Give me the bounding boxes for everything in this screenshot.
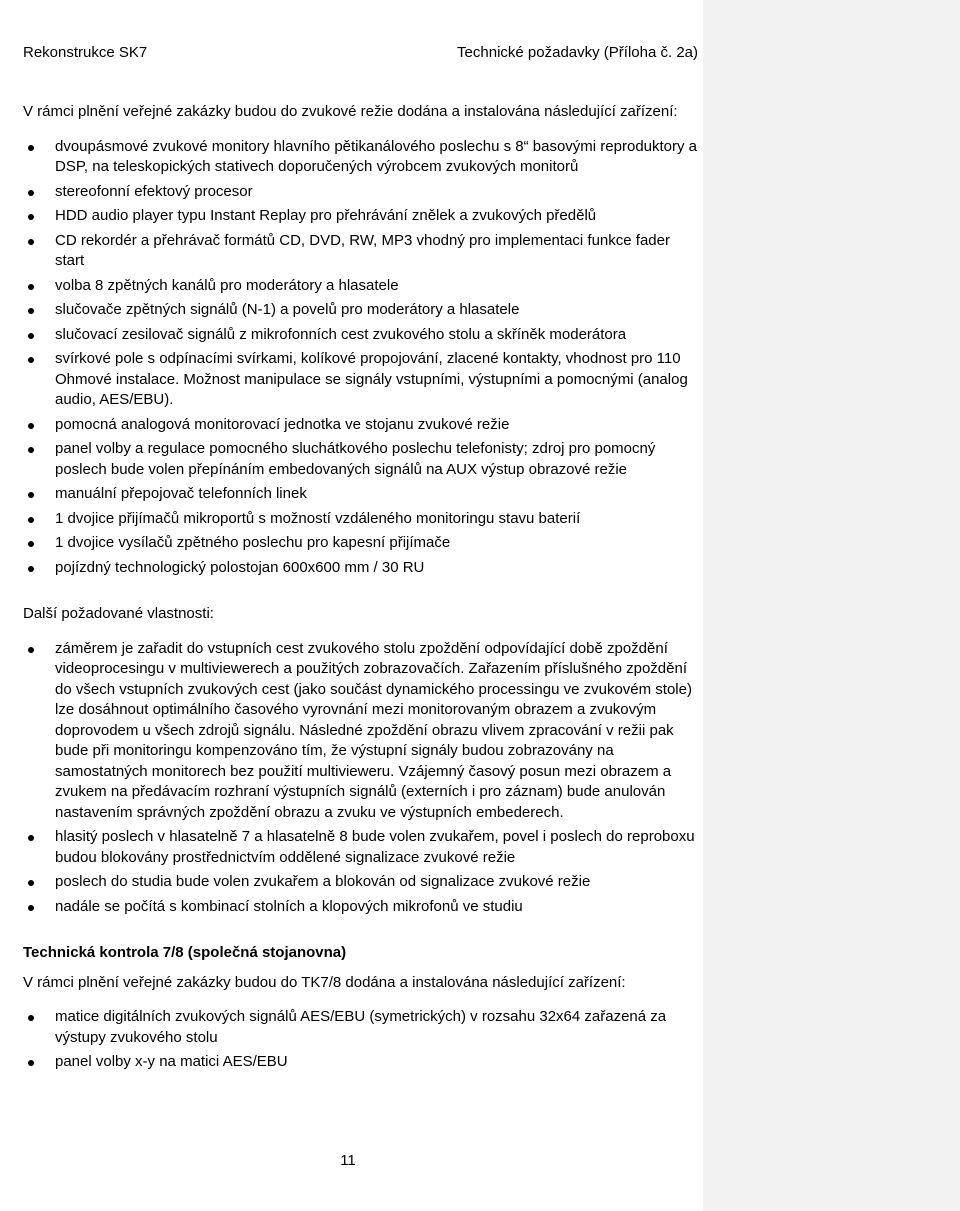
list-item-text: HDD audio player typu Instant Replay pro přehrávání znělek a zvukových předělů [55,207,597,224]
bullet-icon [28,357,34,363]
bullet-icon [28,239,34,245]
list-item [23,1007,698,1048]
list-item [23,827,698,868]
document-body [23,102,698,1077]
list-item [23,897,698,918]
list-item [23,484,698,505]
list-item-text: pomocná analogová monitorovací jednotka ve stojanu zvukové režie [55,415,510,433]
bullet-icon [28,541,34,547]
list-item-text: slučovací zesilovač signálů z mikrofonních cest zvukového stolu a skříněk moderátora [55,325,627,343]
page-header [23,44,698,66]
list-item-text: nadále se počítá s kombinací stolních a klopových mikrofonů ve studiu [55,897,523,915]
list-item-text: poslech do studia bude volen zvukařem a blokován od signalizace zvukové režie [55,873,591,890]
bullet-icon [28,423,34,429]
list-item [23,872,698,893]
list-item-text: panel volby x-y na matici AES/EBU [55,1053,288,1070]
intro-paragraph: V rámci plnění veřejné zakázky budou do zvukové režie dodána a instalována následující zařízení: [23,103,678,120]
list-item-text: dvoupásmové zvukové monitory hlavního pětikanálového poslechu s 8“ basovými reproduktory a DSP, na teleskopických stativech doporučených výrobcem zvukových monitorů [55,137,698,175]
list-item-text: volba 8 zpětných kanálů pro moderátory a hlasatele [55,276,399,294]
section-heading-additional: Další požadované vlastnosti: [23,605,214,622]
bullet-icon [28,447,34,453]
list-item-text: stereofonní efektový procesor [55,182,253,200]
page-number: 11 [340,1152,356,1169]
list-item [23,231,698,272]
list-item [23,276,698,297]
list-item [23,533,698,554]
list-item-text: panel volby a regulace pomocného sluchátkového poslechu telefonisty; zdroj pro pomocný poslech bude volen přepínáním embedovaných signálů na AUX výstup obrazové režie [55,440,656,478]
list-item [23,349,698,411]
list-item-text: svírkové pole s odpínacími svírkami, kolíkové propojování, zlacené kontakty, vhodnost pro 110 Ohmové instalace. Možnost manipulace se signály vstupními, výstupními a pomocnými (analog audio, AES/EBU). [55,350,688,408]
equipment-list [23,137,698,579]
comment-margin-pane [703,0,960,1211]
list-item-text: slučovače zpětných signálů (N-1) a povelů pro moderátory a hlasatele [55,301,520,318]
bullet-icon [28,333,34,339]
bullet-icon [28,145,34,151]
list-item-text: hlasitý poslech v hlasatelně 7 a hlasatelně 8 bude volen zvukařem, povel i poslech do reproboxu budou blokovány prostřednictvím oddělené signalizace zvukové režie [55,828,695,866]
list-item [23,558,698,579]
list-item [23,439,698,480]
bullet-icon [28,880,34,886]
bullet-icon [28,308,34,314]
list-item [23,206,698,227]
list-item [23,639,698,824]
bullet-icon [28,492,34,498]
list-item-text: CD rekordér a přehrávač formátů CD, DVD, RW, MP3 vhodný pro implementaci funkce fader start [55,231,670,269]
properties-list [23,639,698,918]
bullet-icon [28,1060,34,1066]
header-project-title: Rekonstrukce SK7 [23,44,148,61]
list-item [23,415,698,436]
list-item-text: 1 dvojice vysílačů zpětného poslechu pro kapesní přijímače [55,534,451,551]
tk-equipment-list [23,1007,698,1073]
bullet-icon [28,647,34,653]
list-item [23,182,698,203]
list-item [23,300,698,321]
list-item-text: pojízdný technologický polostojan 600x600 mm / 30 RU [55,558,425,576]
list-item-text: matice digitálních zvukových signálů AES/EBU (symetrických) v rozsahu 32x64 zařazená za výstupy zvukového stolu [55,1008,667,1046]
bullet-icon [28,905,34,911]
list-item [23,325,698,346]
bullet-icon [28,190,34,196]
tk-intro-paragraph: V rámci plnění veřejné zakázky budou do TK7/8 dodána a instalována následující zařízení: [23,973,626,991]
list-item-text: 1 dvojice přijímačů mikroportů s možností vzdáleného monitoringu stavu baterií [55,509,581,527]
section-heading-tk: Technická kontrola 7/8 (společná stojanovna) [23,944,347,961]
bullet-icon [28,566,34,572]
bullet-icon [28,214,34,220]
bullet-icon [28,835,34,841]
bullet-icon [28,1015,34,1021]
list-item [23,1052,698,1073]
header-document-title: Technické požadavky (Příloha č. 2a) [457,44,698,61]
list-item-text: záměrem je zařadit do vstupních cest zvukového stolu zpoždění odpovídající době zpoždění videoprocesingu v multiviewerech a použitých zobrazovačích. Zařazením příslušného zpoždění do všech vstupních zvukových cest (jako součást dynamického processingu ve zvukovém stole) lze dosáhnout optimálního časového vyrovnání mezi monitorovaným obrazem a zvukovým doprovodem u všech zdrojů signálu. Následné zpoždění obrazu vlivem zpracování v režii pak bude při monitoringu kompenzováno tím, že výstupní signály budou zobrazovány na samostatných monitorech bez použití multivieweru. Vzájemný časový posun mezi obrazem a zvukem na předávacím rozhraní výstupních signálů (externích i pro záznam) bude anulován nastavením správných zpoždění obrazu a zvuku ve výstupních embederech. [55,639,692,821]
list-item [23,137,698,178]
list-item [23,509,698,530]
bullet-icon [28,284,34,290]
bullet-icon [28,517,34,523]
list-item-text: manuální přepojovač telefonních linek [55,485,307,502]
